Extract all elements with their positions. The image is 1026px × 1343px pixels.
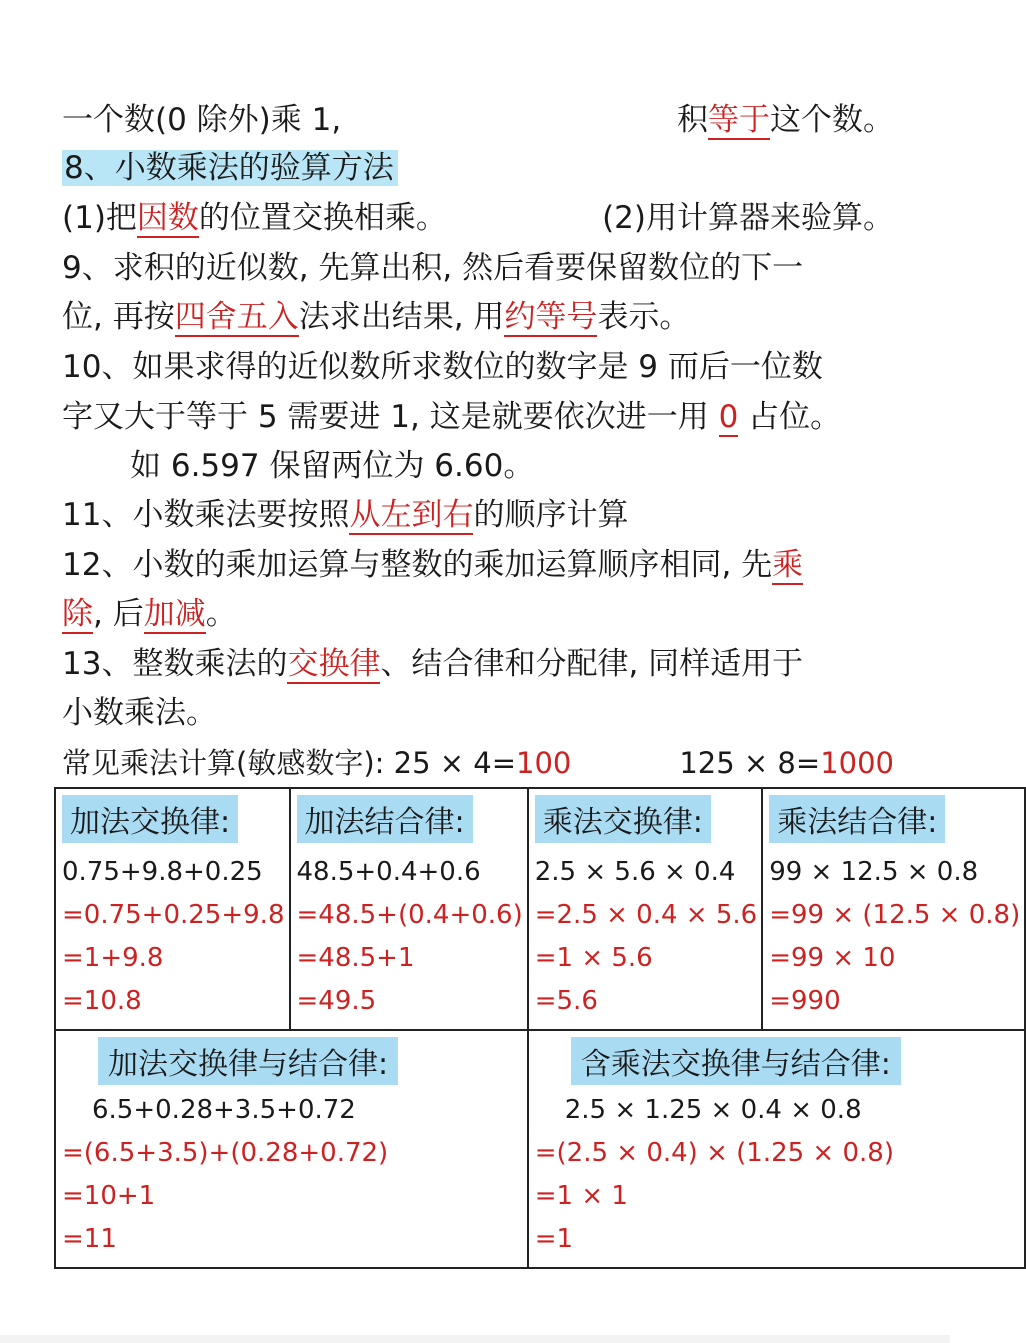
text-frag: 。 — [205, 596, 237, 632]
rule-line-13: 小数乘法。 — [62, 695, 217, 731]
key-term: 约等号 — [504, 299, 598, 335]
text-frag: 11、小数乘法要按照 — [62, 497, 350, 533]
calc-line: 99 × 12.5 × 0.8 — [769, 857, 979, 887]
law-title: 乘法交换律: — [535, 795, 711, 843]
text-frag: 积 — [677, 102, 708, 138]
calc-line: 2.5 × 5.6 × 0.4 — [534, 857, 736, 887]
calc-line: =99 × (12.5 × 0.8) — [769, 900, 1021, 930]
law-cell-add-commutative — [55, 788, 290, 1030]
laws-table — [54, 787, 1026, 1269]
rule-line-10 — [62, 541, 894, 589]
text-frag: 法求出结果, 用 — [298, 299, 505, 335]
law-title: 乘法结合律: — [769, 795, 945, 843]
text-frag: 位, 再按 — [62, 299, 175, 335]
calc-line: =1 × 1 — [534, 1181, 628, 1211]
rule-line-3 — [62, 194, 894, 242]
calc-line: =49.5 — [296, 986, 377, 1016]
calc-line: =0.75+0.25+9.8 — [62, 900, 285, 930]
law-cell-mul-combined — [528, 1030, 1026, 1268]
rule-line-9 — [62, 491, 894, 539]
calc-line: =99 × 10 — [769, 943, 896, 973]
text-frag: 这个数。 — [770, 102, 894, 138]
calc-line: =11 — [62, 1224, 117, 1254]
rule-line-4: 9、求积的近似数, 先算出积, 然后看要保留数位的下一 — [62, 250, 804, 286]
product-125x8 — [679, 739, 894, 787]
law-title: 含乘法交换律与结合律: — [571, 1037, 901, 1085]
calc-line: 2.5 × 1.25 × 0.4 × 0.8 — [564, 1095, 862, 1125]
calc-line: =1 × 5.6 — [534, 943, 653, 973]
calc-line: =990 — [769, 986, 841, 1016]
text-frag: 13、整数乘法的 — [62, 646, 288, 682]
text-frag: 的顺序计算 — [473, 497, 629, 533]
law-cell-add-associative — [290, 788, 528, 1030]
calc-line: 0.75+9.8+0.25 — [62, 857, 263, 887]
rule-line-11 — [62, 590, 894, 638]
law-cell-add-combined — [55, 1030, 528, 1268]
calc-line: =48.5+1 — [296, 943, 415, 973]
title-wrap — [62, 1037, 523, 1085]
key-term: 从左到右 — [349, 497, 474, 533]
calc-line: =5.6 — [534, 986, 598, 1016]
key-term: 除 — [62, 596, 93, 632]
text-frag: 字又大于等于 5 需要进 1, 这是就要依次进一用 — [62, 399, 719, 435]
rule-line-1 — [62, 96, 894, 144]
key-term: 四舍五入 — [174, 299, 299, 335]
bottom-strip — [0, 1335, 950, 1343]
product-result: 1000 — [820, 746, 894, 780]
method-2: (2)用计算器来验算。 — [602, 200, 894, 236]
law-title: 加法结合律: — [297, 795, 473, 843]
key-term: 交换律 — [287, 646, 381, 682]
calc-line: =(6.5+3.5)+(0.28+0.72) — [62, 1138, 389, 1168]
law-title: 加法交换律: — [62, 795, 238, 843]
heading-text: 8、小数乘法的验算方法 — [62, 150, 398, 186]
rule-1-right — [677, 96, 894, 144]
calc-line: =1 — [534, 1224, 574, 1254]
law-cell-mul-associative — [762, 788, 1025, 1030]
text-frag: 125 × 8= — [679, 746, 821, 780]
example-line: 如 6.597 保留两位为 6.60。 — [130, 448, 535, 484]
calc-line: 48.5+0.4+0.6 — [296, 857, 481, 887]
calc-line: =1+9.8 — [62, 943, 164, 973]
text-frag: 的位置交换相乘。 — [198, 200, 447, 236]
key-term: 因数 — [136, 200, 199, 236]
law-cell-mul-commutative — [528, 788, 762, 1030]
key-term: 0 — [718, 399, 739, 435]
rule-1-left: 一个数(0 除外)乘 1, — [62, 102, 342, 138]
text-frag: 12、小数的乘加运算与整数的乘加运算顺序相同, 先 — [62, 547, 773, 583]
text-frag: (1)把 — [62, 200, 137, 236]
rule-line-5 — [62, 293, 894, 341]
text-frag: 、结合律和分配律, 同样适用于 — [380, 646, 804, 682]
key-term: 乘 — [772, 547, 804, 583]
law-title: 加法交换律与结合律: — [98, 1037, 398, 1085]
calc-line: =10+1 — [62, 1181, 156, 1211]
laws-row-bottom — [55, 1030, 1025, 1268]
title-wrap — [535, 1037, 1021, 1085]
calc-line: =2.5 × 0.4 × 5.6 — [534, 900, 758, 930]
product-result: 100 — [516, 746, 572, 780]
key-term: 等于 — [708, 102, 770, 138]
text-frag: , 后 — [93, 596, 144, 632]
calc-line: =(2.5 × 0.4) × (1.25 × 0.8) — [534, 1138, 894, 1168]
calc-line: =10.8 — [62, 986, 142, 1016]
method-1 — [62, 194, 447, 242]
product-25x4 — [62, 739, 571, 787]
calc-line: 6.5+0.28+3.5+0.72 — [92, 1095, 356, 1125]
rule-line-6: 10、如果求得的近似数所求数位的数字是 9 而后一位数 — [62, 349, 823, 385]
text-frag: 表示。 — [597, 299, 691, 335]
laws-row-top — [55, 788, 1025, 1030]
rule-line-12 — [62, 640, 894, 688]
rule-line-7 — [62, 393, 894, 441]
text-frag: 常见乘法计算(敏感数字): 25 × 4= — [62, 746, 517, 780]
top-strip — [0, 0, 950, 10]
text-frag: 占位。 — [738, 399, 842, 435]
key-term: 加减 — [143, 596, 206, 632]
section-heading-8 — [62, 144, 894, 192]
calc-line: =48.5+(0.4+0.6) — [296, 900, 523, 930]
common-products-line — [62, 739, 894, 787]
